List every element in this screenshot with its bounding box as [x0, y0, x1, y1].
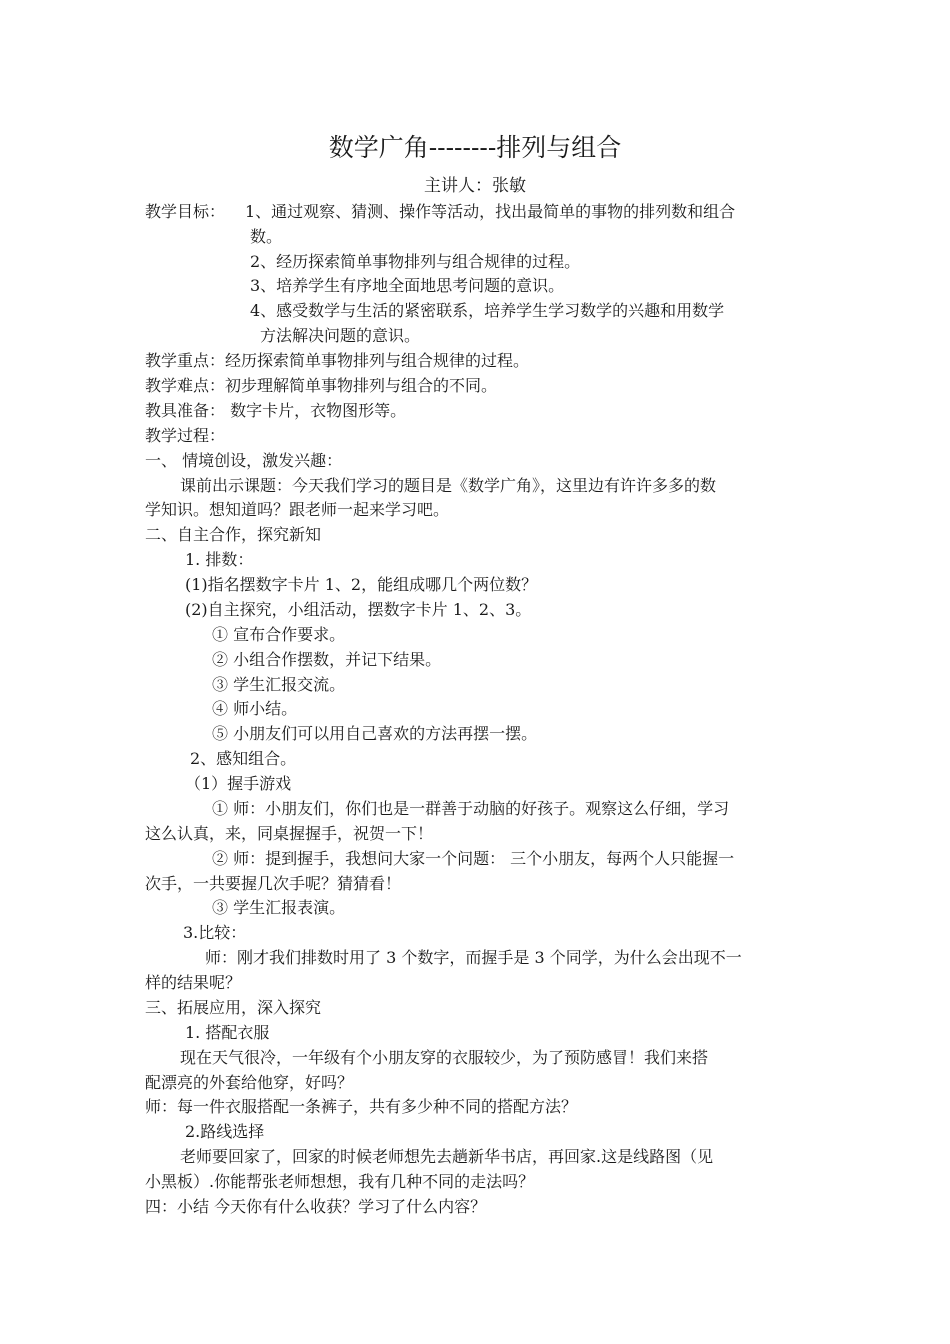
- handshake-1-cont: 这么认真，来，同桌握握手，祝贺一下！: [145, 824, 434, 843]
- section-1-heading: 一、 情境创设，激发兴趣：: [145, 451, 343, 470]
- substep-4: ④ 师小结。: [212, 699, 298, 718]
- subsection-number-arrange: 1. 排数：: [185, 550, 254, 569]
- process-label: 教学过程：: [145, 426, 226, 445]
- difficult-point: 教学难点：初步理解简单事物排列与组合的不同。: [145, 376, 498, 395]
- substep-3: ③ 学生汇报交流。: [212, 675, 346, 694]
- subsection-route: 2.路线选择: [185, 1122, 265, 1141]
- substep-1: ① 宣布合作要求。: [212, 625, 346, 644]
- section-4-summary: 四：小结 今天你有什么收获？学习了什么内容？: [145, 1197, 487, 1216]
- handshake-1: ① 师：小朋友们，你们也是一群善于动脑的好孩子。观察这么仔细，学习: [212, 799, 730, 818]
- step-2: (2)自主探究，小组活动，摆数字卡片 1、2、3。: [185, 600, 532, 619]
- speaker-line: 主讲人：张敏: [424, 176, 526, 196]
- objectives-label: 教学目标：: [145, 202, 226, 221]
- handshake-2-cont: 次手，一共要握几次手呢？猜猜看！: [145, 874, 402, 893]
- teaching-aids: 教具准备： 数字卡片，衣物图形等。: [145, 401, 407, 420]
- section-1-para: 课前出示课题：今天我们学习的题目是《数学广角》，这里边有许许多多的数: [180, 476, 717, 495]
- objective-1: 1、通过观察、猜测、操作等活动，找出最简单的事物的排列数和组合: [245, 202, 736, 221]
- subsection-combination: 2、感知组合。: [190, 749, 297, 768]
- substep-2: ② 小组合作摆数，并记下结果。: [212, 650, 442, 669]
- objective-4: 4、感受数学与生活的紧密联系，培养学生学习数学的兴趣和用数学: [250, 301, 725, 320]
- section-2-heading: 二、自主合作，探究新知: [145, 525, 322, 544]
- document-title: 数学广角--------排列与组合: [328, 133, 622, 162]
- objective-3: 3、培养学生有序地全面地思考问题的意识。: [250, 276, 565, 295]
- objective-2: 2、经历探索简单事物排列与组合规律的过程。: [250, 252, 581, 271]
- compare-question: 师：刚才我们排数时用了 3 个数字，而握手是 3 个同学，为什么会出现不一: [205, 948, 742, 967]
- clothes-para: 现在天气很冷，一年级有个小朋友穿的衣服较少，为了预防感冒！我们来搭: [180, 1048, 709, 1067]
- objective-1-cont: 数。: [250, 227, 283, 246]
- objective-4-cont: 方法解决问题的意识。: [260, 326, 421, 345]
- clothes-question: 师：每一件衣服搭配一条裤子，共有多少种不同的搭配方法？: [145, 1097, 578, 1116]
- handshake-3: ③ 学生汇报表演。: [212, 898, 346, 917]
- clothes-para-cont: 配漂亮的外套给他穿，好吗？: [145, 1073, 354, 1092]
- section-1-para-cont: 学知识。想知道吗？跟老师一起来学习吧。: [145, 500, 450, 519]
- handshake-2: ② 师：提到握手，我想问大家一个问题： 三个小朋友，每两个人只能握一: [212, 849, 735, 868]
- handshake-game: （1）握手游戏: [185, 774, 292, 793]
- step-1: (1)指名摆数字卡片 1、2，能组成哪几个两位数？: [185, 575, 538, 594]
- route-para-cont: 小黑板）.你能帮张老师想想，我有几种不同的走法吗？: [145, 1172, 535, 1191]
- subsection-clothes: 1. 搭配衣服: [185, 1023, 270, 1042]
- compare-question-cont: 样的结果呢？: [145, 973, 242, 992]
- key-point: 教学重点：经历探索简单事物排列与组合规律的过程。: [145, 351, 530, 370]
- section-3-heading: 三、拓展应用，深入探究: [145, 998, 322, 1017]
- substep-5: ⑤ 小朋友们可以用自己喜欢的方法再摆一摆。: [212, 724, 538, 743]
- subsection-compare: 3.比较：: [183, 923, 247, 942]
- route-para: 老师要回家了，回家的时候老师想先去趟新华书店，再回家.这是线路图（见: [180, 1147, 714, 1166]
